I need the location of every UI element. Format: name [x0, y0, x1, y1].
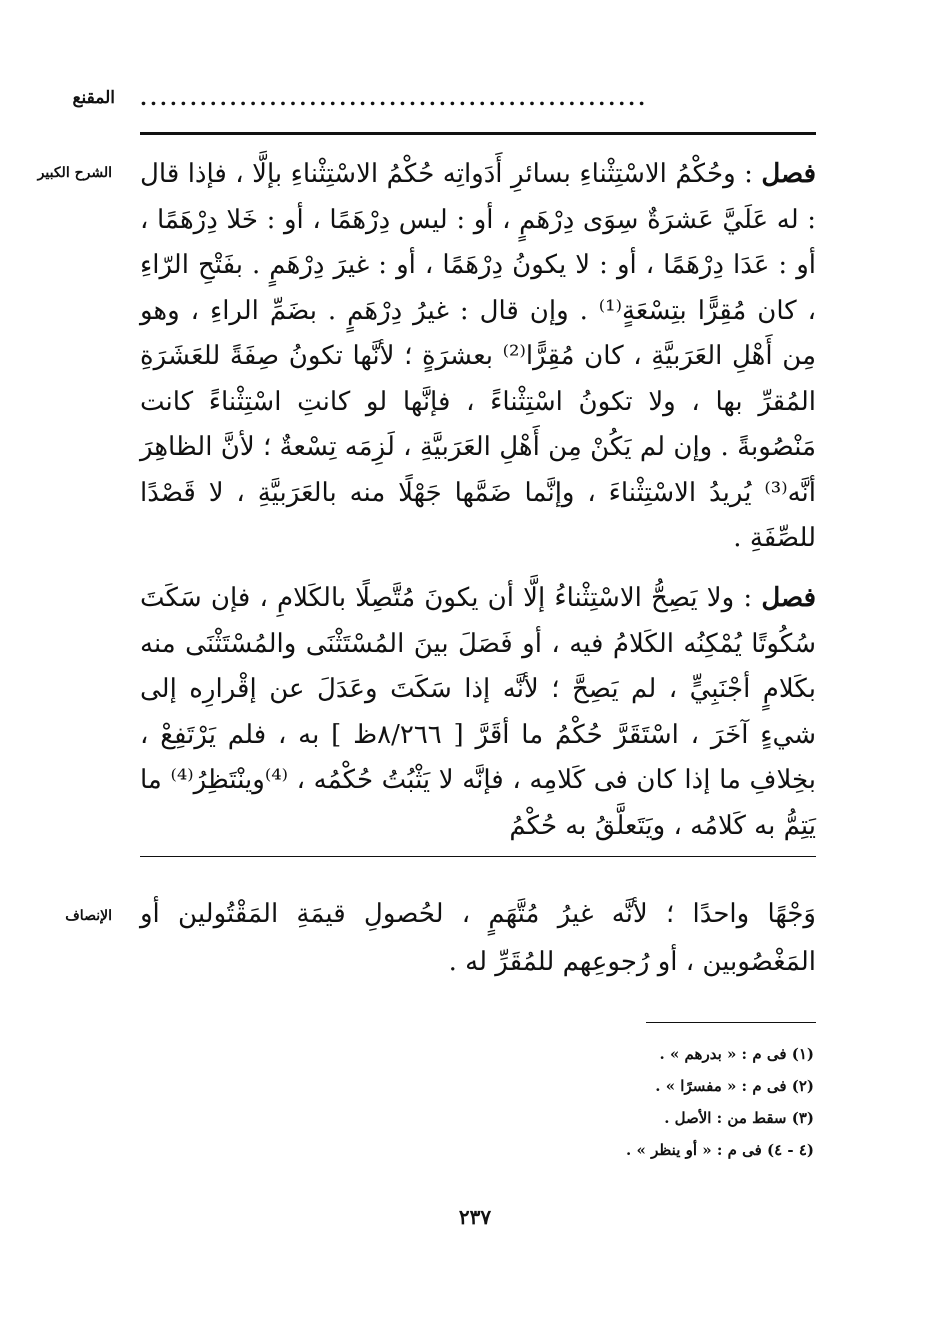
paragraph-3: [140, 890, 816, 986]
page-number: ٢٣٧: [458, 1205, 492, 1229]
paragraph-text: : ولا يَصِحُّ الاسْتِثْناءُ إلَّا أن يكونَ مُتَّصِلًا بالكَلامِ ، فإن سَكَتَ سُكُوتًا يُمْكِنُه الكَلامُ فيه ، أو فَصَلَ بينَ المُسْتَثْنَى والمُسْتَثْنَى منه بكَلامٍ أجْنَبِيٍّ ، لم يَصِحَّ ؛ لأنَّه إذا سَكَتَ وعَدَلَ عن إقْرارِه إلى شيءٍ آخَرَ ، اسْتَقَرَّ حُكْمُ ما أقَرَّ [ ٨/٢٦٦ظ ] به ، فلم يَرْتَفِعْ ، بخِلافِ ما إذا كان فى كَلامِه ، فإنَّه لا يَثْبُتُ حُكْمُه ، ⁽⁴⁾وينْتَظِرُ⁽⁴⁾ ما يَتِمُّ به كَلامُه ، ويَتَعلَّقُ به حُكْمُ: [140, 583, 817, 841]
section-term: فصل: [761, 583, 816, 613]
footnote-rule: [646, 1022, 816, 1023]
paragraph-1: [140, 152, 816, 562]
footnote-4: (٤ - ٤) فى م : « أو ينظر » .: [626, 1141, 814, 1159]
header-dotted-leader: ...................................................: [140, 88, 649, 108]
footnote-2: (٢) فى م : « مفسرًا » .: [655, 1077, 814, 1095]
paragraph-text: وَجْهًا واحدًا ؛ لأنَّه غيرُ مُتَّهَمٍ ، لحُصولِ قيمَةِ المَقْتُولين أو المَغْصُوبين ، أو رُجوعِهم للمُقَرِّ له .: [140, 899, 816, 977]
paragraph-text: : وحُكْمُ الاسْتِثْناءِ بسائرِ أَدَواتِه حُكْمُ الاسْتِثْناءِ بإلَّا ، فإذا قال : له عَلَيَّ عَشرَةٌ سِوَى دِرْهَمٍ ، أو : ليس دِرْهَمًا ، أو : خَلا دِرْهَمًا ، أو : عَدَا دِرْهَمًا ، أو : لا يكونُ دِرْهَمًا ، أو : غيرَ دِرْهَمٍ . بفَتْحِ الرّاءِ ، كان مُقِرًّا بتِسْعَةٍ⁽¹⁾ . وإن قال : غيرُ دِرْهَمٍ . بضَمِّ الراءِ ، وهو مِن أَهْلِ العَرَبيَّةِ ، كان مُقِرًّا⁽²⁾ بعشرَةٍ ؛ لأنَّها تكونُ صِفَةً للعَشَرَةِ المُقرِّ بها ، ولا تكونُ اسْتِثْناءً ، فإنَّها لو كانتِ اسْتِثْناءً كانت مَنْصُوبةً . وإن لم يَكُنْ مِن أَهْلِ العَرَبيَّةِ ، لَزِمَه تِسْعةٌ ؛ لأنَّ الظاهِرَ أنَّه⁽³⁾ يُريدُ الاسْتِثْناءَ ، وإنَّما ضَمَّها جَهْلًا منه بالعَرَبيَّةِ ، لا قَصْدًا للصِّفَةِ .: [140, 159, 817, 553]
header-rule: [140, 132, 816, 135]
margin-label-insaf: الإنصاف: [65, 908, 112, 924]
footnote-1: (١) فى م : « بدرهم » .: [659, 1045, 814, 1063]
footnotes: [414, 1038, 814, 1166]
section-divider: [140, 856, 816, 857]
margin-label-sharh: الشرح الكبير: [37, 165, 112, 181]
header-title: المقنع: [72, 88, 115, 108]
paragraph-2: [140, 576, 816, 849]
section-term: فصل: [761, 159, 816, 189]
footnote-3: (٣) سقط من : الأصل .: [664, 1109, 814, 1127]
